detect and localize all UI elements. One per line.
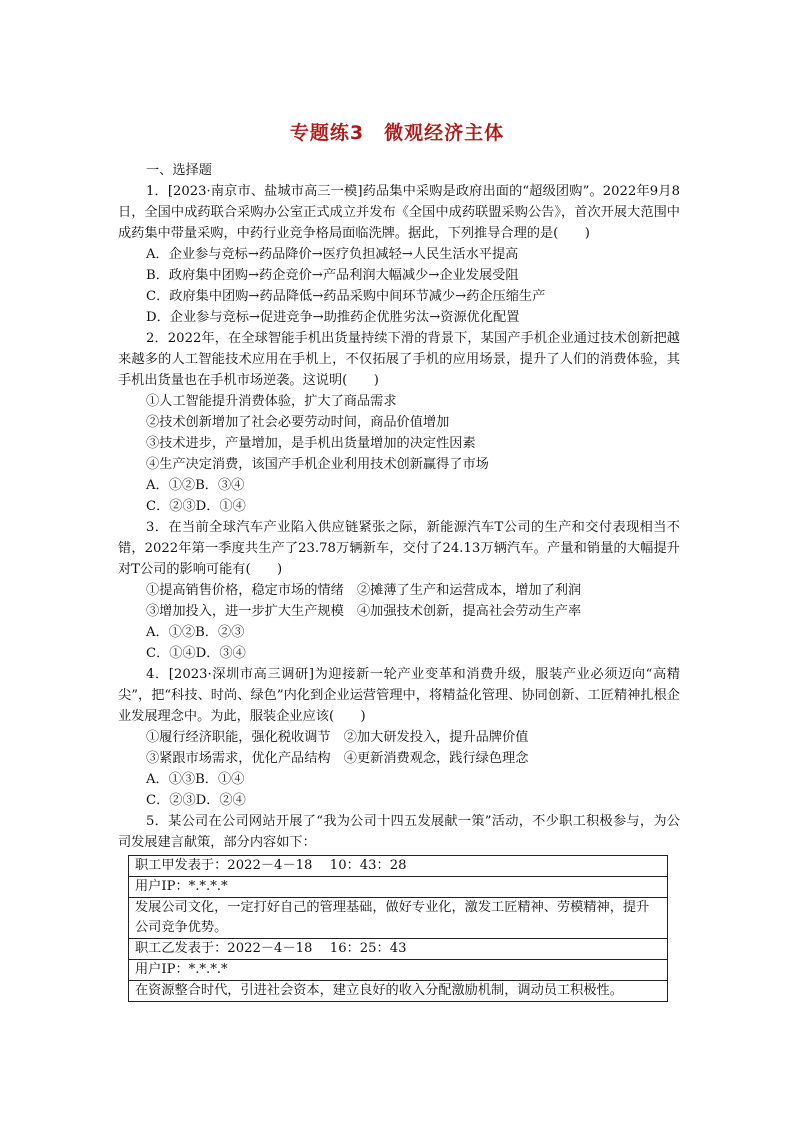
statement-row-2: ③增加投入，进一步扩大生产规模 ④加强技术创新，提高社会劳动生产率 — [146, 604, 582, 619]
question-2 — [118, 328, 680, 517]
question-4 — [118, 664, 680, 811]
option-cd: C．①④D．③④ — [146, 646, 246, 661]
statement-row-2: ③紧跟市场需求，优化产品结构 ④更新消费观念，践行绿色理念 — [146, 751, 529, 766]
comment-table — [128, 855, 668, 1002]
option-cd: C．②③D．①④ — [146, 499, 246, 514]
statement-3: ③技术进步，产量增加，是手机出货量增加的决定性因素 — [146, 436, 476, 451]
question-stem: 5．某公司在公司网站开展了“我为公司十四五发展献一策”活动，不少职工积极参与，为公司发展建言献策，部分内容如下： — [118, 814, 680, 850]
question-stem: 2．2022年，在全球智能手机出货量持续下滑的背景下，某国产手机企业通过技术创新把越来越多的人工智能技术应用在手机上，不仅拓展了手机的应用场景，提升了人们的消费体验，其手机出货量也在手机市场逆袭。这说明( ) — [118, 331, 680, 388]
option-a: A．企业参与竞标→药品降价→医疗负担减轻→人民生活水平提高 — [146, 247, 519, 262]
question-3 — [118, 517, 680, 664]
statement-row-1: ①提高销售价格，稳定市场的情绪 ②摊薄了生产和运营成本，增加了利润 — [146, 583, 582, 598]
document-title: 专题练3 微观经济主体 — [289, 122, 505, 144]
section-heading: 一、选择题 — [146, 163, 212, 178]
question-stem: 3．在当前全球汽车产业陷入供应链紧张之际，新能源汽车T公司的生产和交付表现相当不错，2022年第一季度共生产了23.78万辆新车，交付了24.13万辆汽车。产量和销量的大幅提升对T公司的影响可能有( ) — [118, 520, 680, 577]
comment-body: 发展公司文化，一定打好自己的管理基础，做好专业化，激发工匠精神、劳模精神，提升公司竞争优势。 — [129, 898, 667, 939]
option-d: D．企业参与竞标→促进竞争→助推药企优胜劣汰→资源优化配置 — [146, 310, 520, 325]
statement-row-1: ①履行经济职能，强化税收调节 ②加大研发投入，提升品牌价值 — [146, 730, 529, 745]
question-stem: 4．[2023·深圳市高三调研]为迎接新一轮产业变革和消费升级，服装产业必须迈向“高精尖”，把“科技、时尚、绿色”内化到企业运营管理中，将精益化管理、协同创新、工匠精神扎根企业发展理念中。为此，服装企业应该( ) — [118, 667, 680, 724]
comment-header: 职工乙发表于：2022－4－18 16：25：43 — [129, 939, 667, 960]
option-b: B．政府集中团购→药企竞价→产品利润大幅减少→企业发展受阻 — [146, 268, 519, 283]
statement-2: ②技术创新增加了社会必要劳动时间，商品价值增加 — [146, 415, 450, 430]
question-5 — [118, 811, 680, 1002]
comment-body: 在资源整合时代，引进社会资本，建立良好的收入分配激励机制，调动员工积极性。 — [135, 983, 623, 998]
statement-4: ④生产决定消费，该国产手机企业利用技术创新赢得了市场 — [146, 457, 489, 472]
question-1 — [118, 181, 680, 328]
option-c: C．政府集中团购→药品降低→药品采购中间环节减少→药企压缩生产 — [146, 289, 546, 304]
comment-header: 职工甲发表于：2022－4－18 10：43：28 — [129, 856, 667, 877]
option-cd: C．②③D．②④ — [146, 793, 246, 808]
user-ip: 用户IP：*.*.*.* — [129, 960, 667, 981]
option-ab: A．①②B．③④ — [146, 478, 245, 493]
option-ab: A．①③B．①④ — [146, 772, 245, 787]
document-body — [118, 160, 680, 1002]
question-stem: 1．[2023·南京市、盐城市高三一模]药品集中采购是政府出面的“超级团购”。2022年9月8日，全国中成药联合采购办公室正式成立并发布《全国中成药联盟采购公告》，首次开展大范围中成药集中带量采购，中药行业竞争格局面临洗牌。据此，下列推导合理的是( ) — [118, 184, 680, 241]
user-ip: 用户IP：*.*.*.* — [129, 877, 667, 898]
option-ab: A．①②B．②③ — [146, 625, 245, 640]
statement-1: ①人工智能提升消费体验，扩大了商品需求 — [146, 394, 397, 409]
